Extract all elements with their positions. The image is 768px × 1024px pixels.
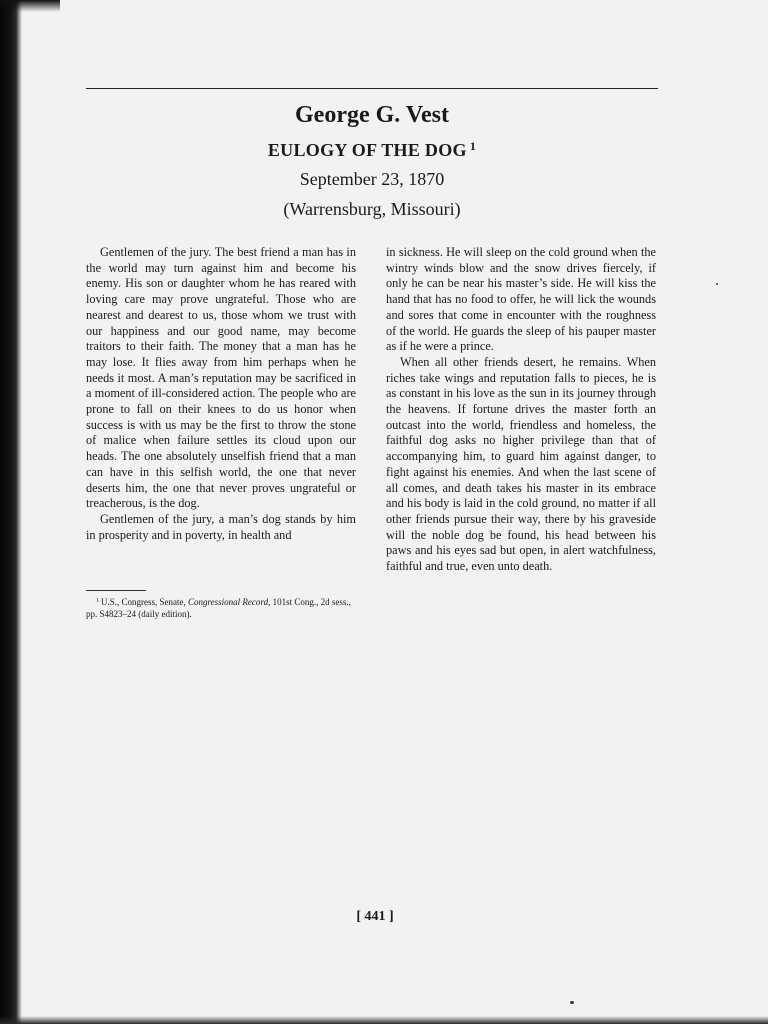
footnote-reference: 1 (469, 139, 477, 153)
paragraph: Gentlemen of the jury, a man’s dog stands by him in prosperity and in poverty, in health and (86, 511, 356, 542)
footnote-text-after: 101st Cong., 2d sess., pp. S4823–24 (daily edition). (86, 597, 351, 619)
header-rule (86, 88, 658, 89)
paragraph-continuation: in sickness. He will sleep on the cold ground when the wintry winds blow and the snow drives fiercely, if only he can be near his master’s side. He will kiss the hand that has no food to offer, he will lick the wounds and sores that come in encounter with the roughness of the world. He guards the sleep of his pauper master as if he were a prince. (386, 245, 656, 354)
page-number: [ 441 ] (356, 909, 394, 924)
scan-top-corner (0, 0, 60, 12)
speech-title (86, 132, 658, 164)
footnote-rule (86, 590, 146, 591)
footnote-text-before: U.S., Congress, Senate, (101, 597, 188, 607)
paragraph: Gentlemen of the jury. The best friend a man has in the world may turn against him and become his enemy. His son or daughter whom he has reared with loving care may prove ungrateful. Those who are nearest and dearest to us, those whom we trust with our happiness and our good name, may become traitors to their faith. The money that a man has he may lose. It flies away from him perhaps when he needs it most. A man’s reputation may be sacrificed in a moment of ill-considered action. The people who are prone to fall on their knees to do us honor when success is with us may be the first to throw the stone of malice when failure settles its cloud upon our heads. The one absolutely unselfish friend that a man can have in this selfish world, the one that never deserts him, the one that never proves ungrateful or treacherous, is the dog. (86, 245, 356, 511)
speech-header (86, 98, 658, 224)
scan-speck (716, 283, 718, 285)
right-column (386, 245, 656, 575)
footnote (86, 595, 358, 620)
footnote-source: Congressional Record, (188, 597, 271, 607)
speech-place: (Warrensburg, Missouri) (283, 199, 461, 219)
author-name: George G. Vest (295, 102, 449, 128)
footnote-marker: 1 (96, 598, 99, 604)
speech-date: September 23, 1870 (299, 169, 445, 189)
scan-bottom-edge (0, 1016, 768, 1024)
left-column (86, 245, 356, 543)
paragraph: When all other friends desert, he remains. When riches take wings and reputation falls to pieces, he is as constant in his love as the sun in its journey through the heavens. If fortune drives the master forth an outcast into the world, friendless and homeless, the faithful dog asks no higher privilege than that of accompanying him, to guard him against danger, to fight against his enemies. And when the last scene of all comes, and death takes his master in its embrace and his body is laid in the cold ground, no matter if all other friends pursue their way, there by his graveside will the noble dog be found, his head between his paws and his eyes sad but open, in alert watchfulness, faithful and true, even unto death. (386, 354, 656, 574)
scan-left-edge (0, 0, 22, 1024)
speech-title-text: EULOGY OF THE DOG (267, 140, 467, 160)
scan-speck (570, 1001, 574, 1004)
